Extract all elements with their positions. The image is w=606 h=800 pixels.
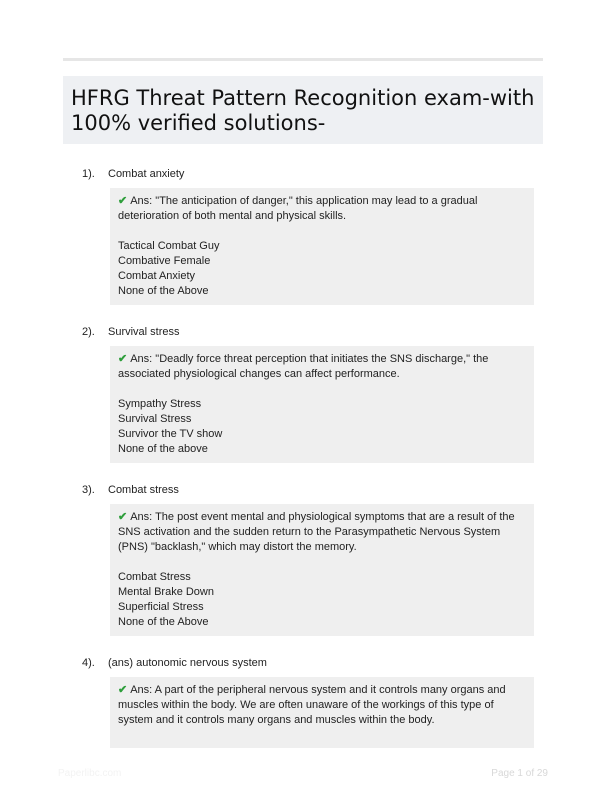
check-icon: ✔ xyxy=(118,511,128,523)
answer-box xyxy=(110,504,534,636)
option-item: Survival Stress xyxy=(118,413,192,425)
question-number: 2). xyxy=(82,326,95,338)
option-item: None of the Above xyxy=(118,616,209,628)
answer-text: Ans: "Deadly force threat perception that initiates the SNS discharge," the associated physiological changes can affect performance. xyxy=(118,353,489,380)
check-icon: ✔ xyxy=(118,195,128,207)
question-number: 3). xyxy=(82,484,95,496)
option-item: Superficial Stress xyxy=(118,601,204,613)
option-item: Combat Stress xyxy=(118,571,191,583)
page-number: Page 1 of 29 xyxy=(491,768,548,779)
answer-text: Ans: The post event mental and physiological symptoms that are a result of the SNS activation and the sudden return to the Parasympathetic Nervous System (PNS) "backlash," which may distort the memory. xyxy=(118,511,515,553)
check-icon: ✔ xyxy=(118,353,128,365)
option-item: None of the above xyxy=(118,443,208,455)
answer-text: Ans: A part of the peripheral nervous system and it controls many organs and muscles within the body. We are often unaware of the workings of this type of system and it controls many organs and muscles within the body. xyxy=(118,684,506,726)
option-item: Mental Brake Down xyxy=(118,586,214,598)
option-list xyxy=(118,397,526,457)
option-item: Combative Female xyxy=(118,255,211,267)
option-list xyxy=(118,570,526,630)
answer-box xyxy=(110,346,534,463)
answer-box xyxy=(110,188,534,305)
question-text: Survival stress xyxy=(108,326,180,338)
answer-text: Ans: "The anticipation of danger," this application may lead to a gradual deterioration of both mental and physical skills. xyxy=(118,195,478,222)
answer-box xyxy=(110,677,534,748)
question-number: 4). xyxy=(82,657,95,669)
title-banner xyxy=(63,76,543,144)
check-icon: ✔ xyxy=(118,684,128,696)
option-item: Combat Anxiety xyxy=(118,270,196,282)
footer-site: Paperlibc.com xyxy=(58,768,122,779)
option-item: Tactical Combat Guy xyxy=(118,240,220,252)
option-list xyxy=(118,239,526,299)
option-item: None of the Above xyxy=(118,285,209,297)
option-item: Sympathy Stress xyxy=(118,398,202,410)
document-title: HFRG Threat Pattern Recognition exam-with 100% verified solutions- xyxy=(71,86,535,135)
top-divider xyxy=(63,58,543,61)
option-item: Survivor the TV show xyxy=(118,428,223,440)
question-text: Combat stress xyxy=(108,484,179,496)
question-text: Combat anxiety xyxy=(108,168,185,180)
question-text: (ans) autonomic nervous system xyxy=(108,657,267,669)
question-number: 1). xyxy=(82,168,95,180)
